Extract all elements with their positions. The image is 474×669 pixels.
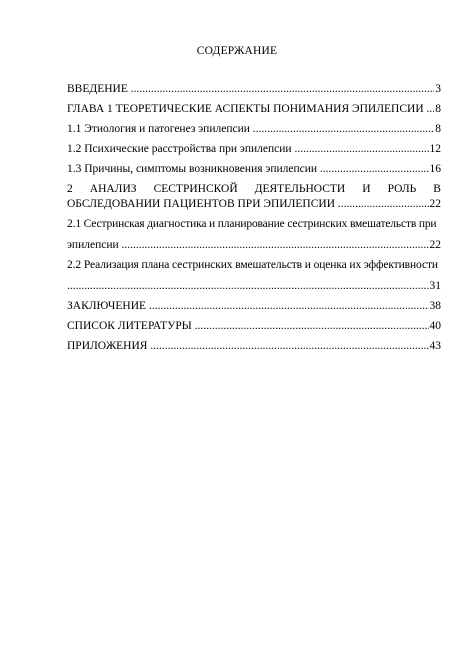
toc-page-number: 31 bbox=[429, 280, 441, 292]
toc-page-number: 8 bbox=[435, 103, 441, 115]
toc-entry-conclusion bbox=[67, 299, 441, 313]
toc-word: В bbox=[433, 183, 441, 195]
toc-entry-intro bbox=[67, 82, 441, 96]
toc-label: 1.2 Психические расстройства при эпилепсии bbox=[67, 143, 292, 155]
toc-page-number: 38 bbox=[429, 300, 441, 312]
toc-word: АНАЛИЗ bbox=[89, 183, 137, 195]
toc-page-number: 40 bbox=[429, 320, 441, 332]
toc-page-number: 8 bbox=[435, 123, 441, 135]
toc-label: 1.1 Этиология и патогенез эпилепсии bbox=[67, 123, 250, 135]
toc-page-number: 12 bbox=[429, 143, 441, 155]
table-of-contents bbox=[67, 82, 441, 353]
toc-label: ОБСЛЕДОВАНИИ ПАЦИЕНТОВ ПРИ ЭПИЛЕПСИИ bbox=[67, 198, 335, 210]
toc-word: 2 bbox=[67, 183, 73, 195]
toc-label: ВВЕДЕНИЕ bbox=[67, 83, 128, 95]
toc-entry-chapter1 bbox=[67, 102, 441, 116]
toc-entry-references bbox=[67, 319, 441, 333]
toc-entry-2-1-line1: 2.1 Сестринская диагностика и планирование сестринских вмешательств при bbox=[67, 218, 437, 230]
toc-entry-1-1 bbox=[67, 122, 441, 136]
toc-page-number: 16 bbox=[429, 163, 441, 175]
toc-label: 1.3 Причины, симптомы возникновения эпилепсии bbox=[67, 163, 318, 175]
toc-entry-chapter2-line2 bbox=[67, 197, 441, 211]
toc-word: РОЛЬ bbox=[387, 183, 417, 195]
toc-page-number: 22 bbox=[429, 239, 441, 251]
toc-word: СЕСТРИНСКОЙ bbox=[153, 183, 238, 195]
toc-entry-2-2-line1: 2.2 Реализация плана сестринских вмешательств и оценка их эффективности bbox=[67, 259, 438, 271]
toc-word: ДЕЯТЕЛЬНОСТИ bbox=[254, 183, 346, 195]
toc-label: эпилепсии bbox=[67, 239, 119, 251]
toc-word: И bbox=[362, 183, 371, 195]
toc-entry-1-3 bbox=[67, 162, 441, 176]
toc-entry-appendices bbox=[67, 339, 441, 353]
toc-entry-chapter2-line1 bbox=[67, 182, 441, 196]
toc-label: ГЛАВА 1 ТЕОРЕТИЧЕСКИЕ АСПЕКТЫ ПОНИМАНИЯ ЭПИЛЕПСИИ bbox=[67, 103, 424, 115]
toc-label: ЗАКЛЮЧЕНИЕ bbox=[67, 300, 147, 312]
toc-page-number: 22 bbox=[429, 198, 441, 210]
toc-entry-1-2 bbox=[67, 142, 441, 156]
toc-entry-2-2-line2 bbox=[67, 279, 441, 293]
page-title: СОДЕРЖАНИЕ bbox=[196, 45, 278, 57]
toc-label: СПИСОК ЛИТЕРАТУРЫ bbox=[67, 320, 192, 332]
toc-entry-2-1-line2 bbox=[67, 238, 441, 252]
toc-page-number: 3 bbox=[435, 83, 441, 95]
toc-page-number: 43 bbox=[429, 340, 441, 352]
toc-label: ПРИЛОЖЕНИЯ bbox=[67, 340, 148, 352]
